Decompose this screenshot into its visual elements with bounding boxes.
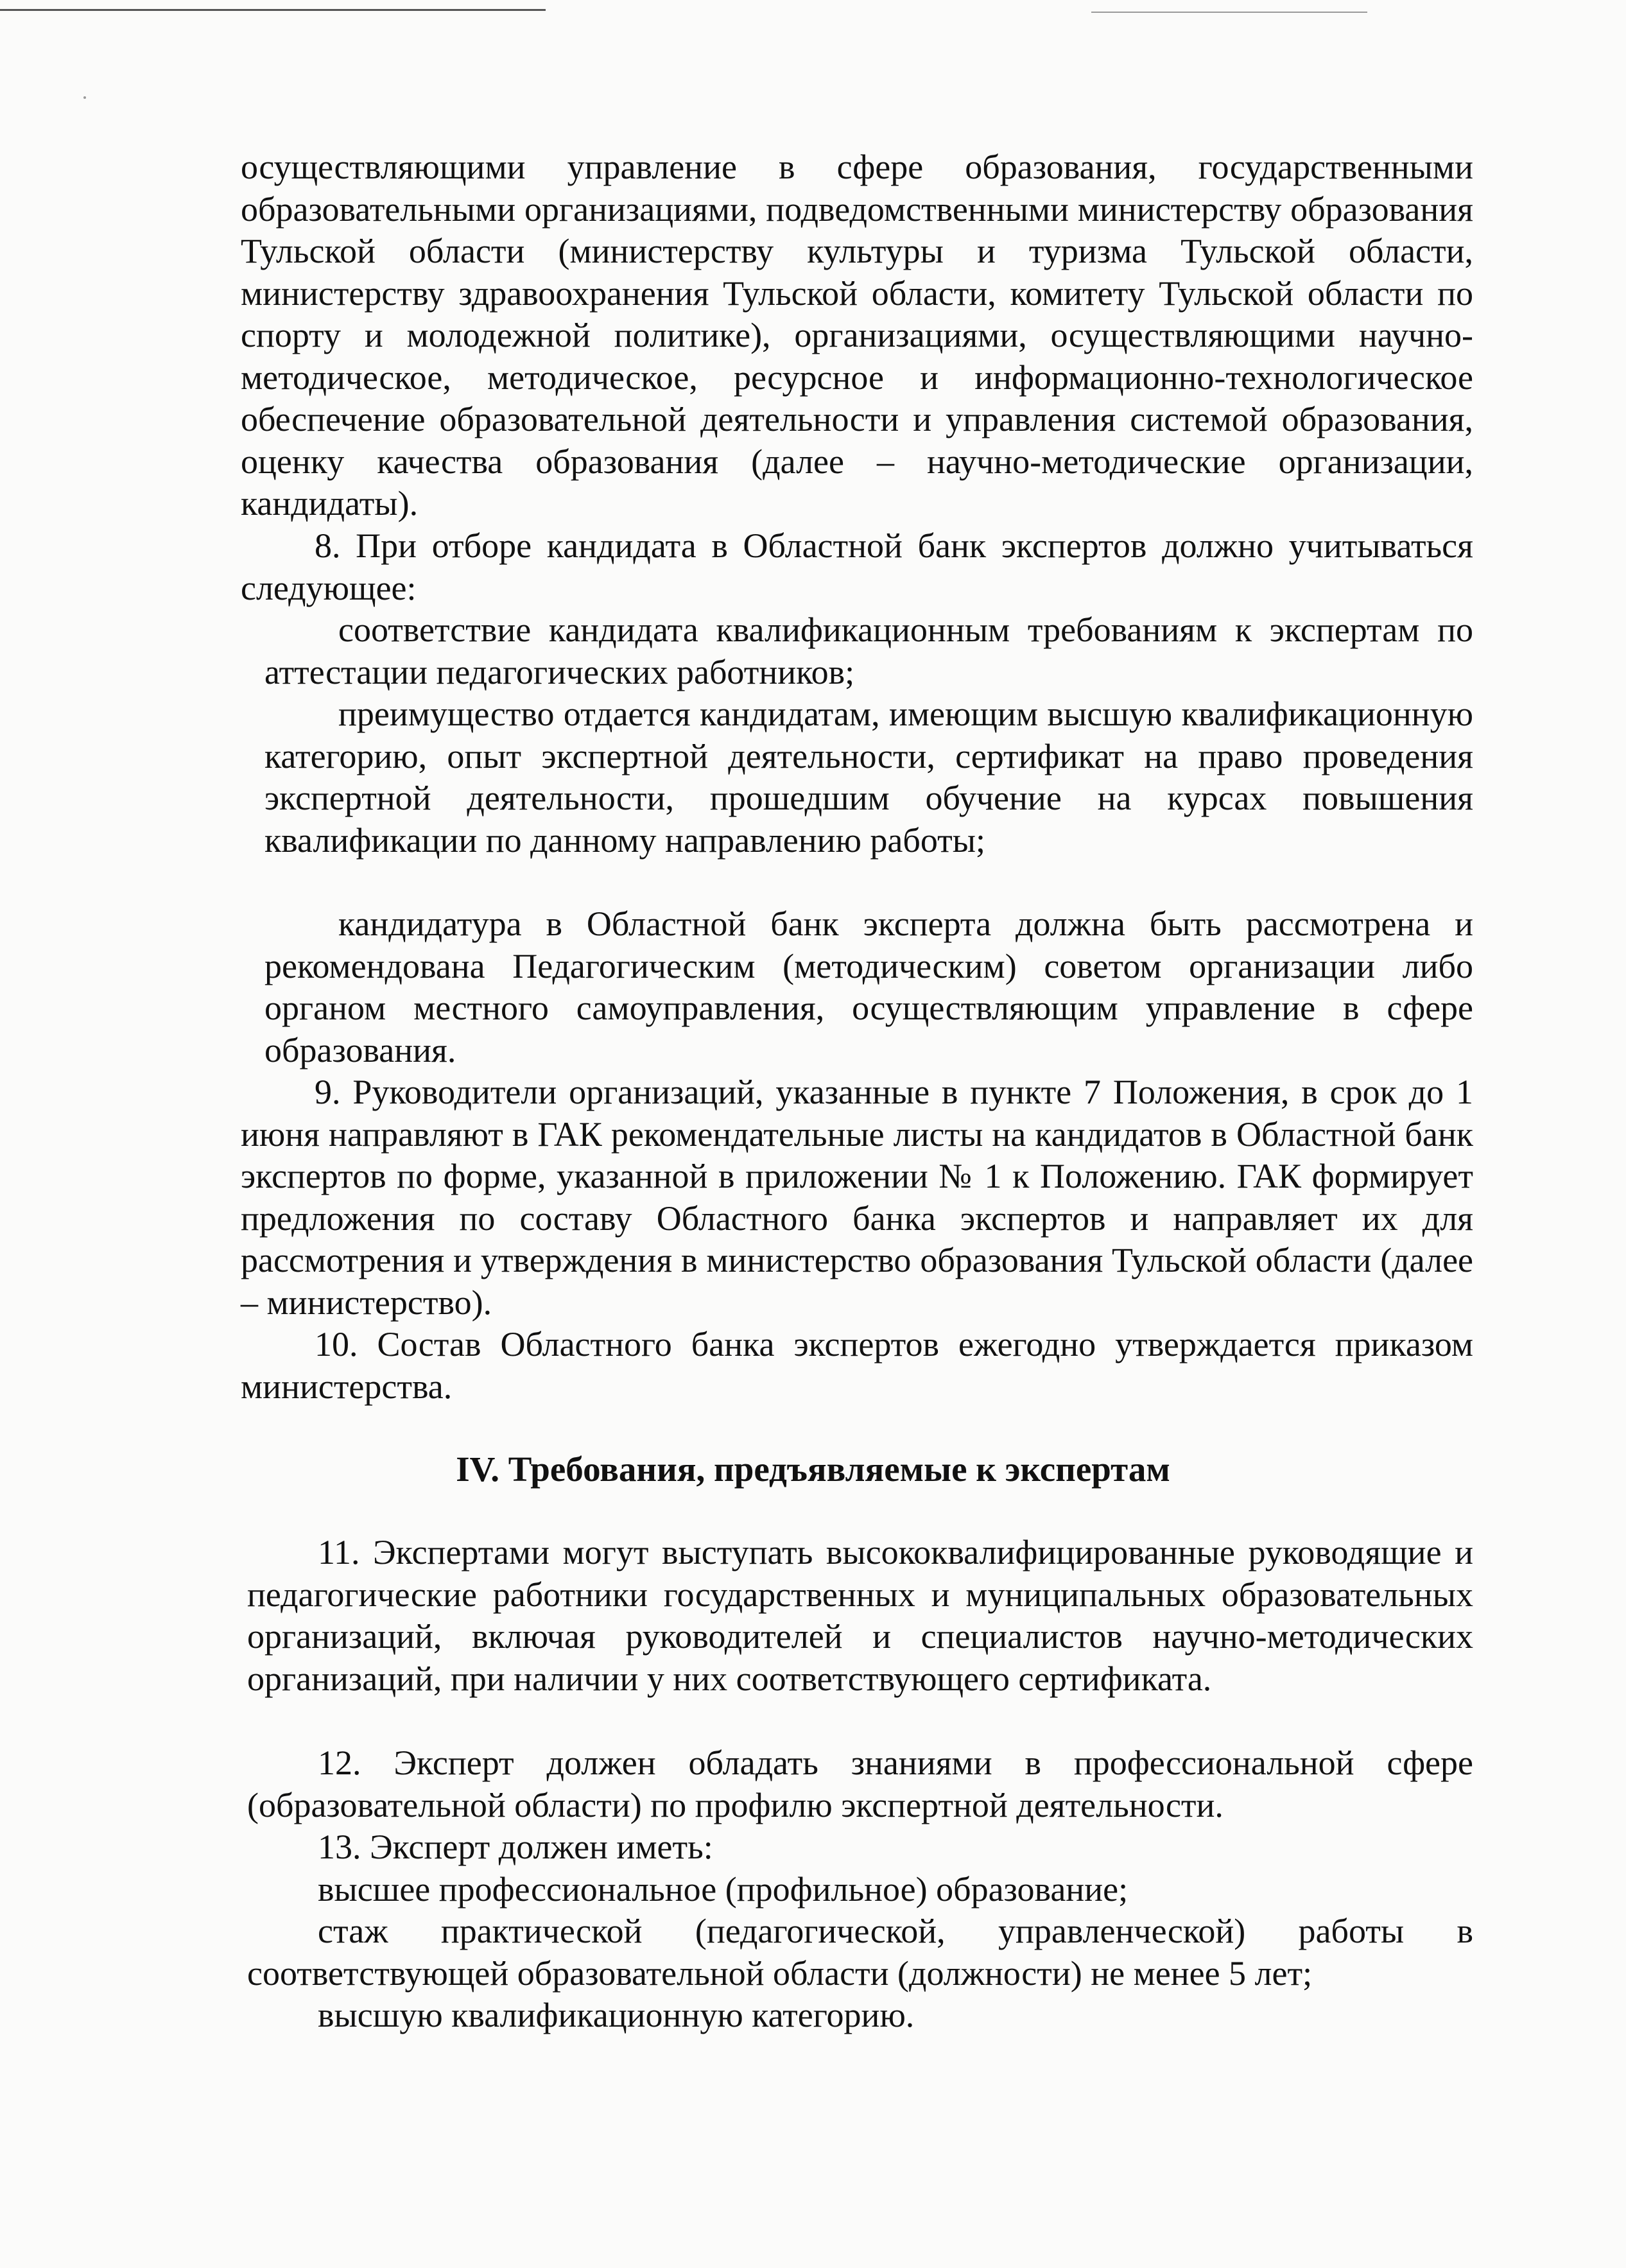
paragraph-criterion-recommendation: кандидатура в Областной банк эксперта должна быть рассмотрена и рекомендована Педагогическим (методическим) советом организации либо органом местного самоуправления, осуществляющим управление в сфере образования. [264, 905, 1473, 1069]
paragraph-requirement-category: высшую квалификационную категорию. [318, 1996, 915, 2034]
paragraph-requirement-experience: стаж практической (педагогической, управленческой) работы в соответствующей образовательной области (должности) не менее 5 лет; [247, 1912, 1473, 1993]
paragraph-item-12: 12. Эксперт должен обладать знаниями в профессиональной сфере (образовательной области) по профилю экспертной деятельности. [247, 1744, 1473, 1824]
scan-speck [83, 96, 86, 99]
scan-edge-line [0, 9, 546, 11]
paragraph-item-13: 13. Эксперт должен иметь: [318, 1828, 713, 1866]
paragraph-continuation: осуществляющими управление в сфере образования, государственными образовательными организациями, подведомственными министерству образования Тульской области (министерству культуры и туризма Тульской области, министерству здравоохранения Тульской области, комитету Тульской области по спорту и молодежной политике), организациями, осуществляющими научно-методическое, методическое, ресурсное и информационно-технологическое обеспечение образовательной деятельности и управления системой образования, оценку качества образования (далее – научно-методические организации, кандидаты). [241, 148, 1473, 523]
paragraph-criterion-qualification: соответствие кандидата квалификационным требованиям к экспертам по аттестации педагогических работников; [264, 610, 1473, 691]
paragraph-requirement-education: высшее профессиональное (профильное) образование; [318, 1870, 1129, 1909]
scan-edge-line [1091, 12, 1367, 13]
paragraph-item-11: 11. Экспертами могут выступать высококвалифицированные руководящие и педагогические работники государственных и муниципальных образовательных организаций, включая руководителей и специалистов научно-методических организаций, при наличии у них соответствующего сертификата. [247, 1533, 1473, 1698]
paragraph-item-9: 9. Руководители организаций, указанные в пункте 7 Положения, в срок до 1 июня направляют в ГАК рекомендательные листы на кандидатов в Областной банк экспертов по форме, указанной в приложении № 1 к Положению. ГАК формирует предложения по составу Областного банка экспертов и направляет их для рассмотрения и утверждения в министерство образования Тульской области (далее – министерство). [241, 1073, 1473, 1322]
paragraph-item-10: 10. Состав Областного банка экспертов ежегодно утверждается приказом министерства. [241, 1325, 1473, 1406]
paragraph-criterion-preference: преимущество отдается кандидатам, имеющим высшую квалификационную категорию, опыт экспертной деятельности, сертификат на право проведения экспертной деятельности, прошедшим обучение на курсах повышения квалификации по данному направлению работы; [264, 695, 1473, 860]
section-heading: IV. Требования, предъявляемые к экспертам [456, 1450, 1170, 1489]
paragraph-item-8: 8. При отборе кандидата в Областной банк экспертов должно учитываться следующее: [241, 526, 1473, 607]
